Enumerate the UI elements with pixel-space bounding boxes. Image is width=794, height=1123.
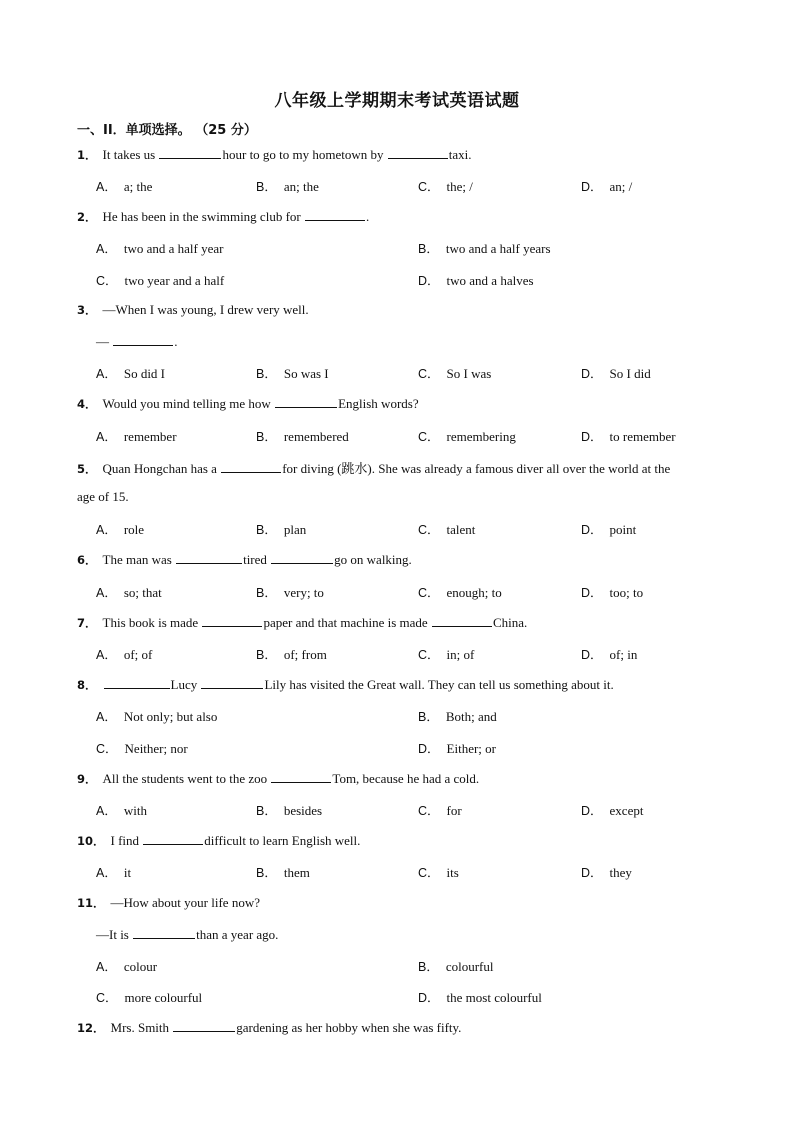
question-text: It takes us [102,147,159,162]
option-a[interactable]: A． two and a half year [96,241,224,256]
section-heading: 一、II．单项选择。 （25 分） [77,123,257,138]
question-10 [77,832,360,849]
question-7 [77,614,527,631]
option-d[interactable]: D． of; in [581,647,638,662]
question-5-continued: age of 15. [77,489,129,504]
question-text: China. [492,615,528,630]
question-text: difficult to learn English well. [204,833,361,848]
option-d[interactable]: D． So I did [581,366,651,381]
question-11 [77,895,260,911]
question-number: 2． [77,210,97,224]
question-6 [77,551,412,568]
option-c[interactable]: C． for [418,803,462,818]
option-a[interactable]: A． a; the [96,179,153,194]
question-number: 9． [77,772,97,786]
answer-blank [133,926,195,939]
option-b[interactable]: B． an; the [256,179,319,194]
option-a[interactable]: A． Not only; but also [96,709,218,724]
question-number: 12． [77,1021,105,1035]
option-d[interactable]: D． too; to [581,585,644,600]
answer-blank [305,208,365,221]
question-1 [77,146,472,163]
question-text: for diving (跳水). She was already a famous diver all over the world at the [282,461,671,476]
question-number: 5． [77,462,97,476]
question-text: go on walking. [334,552,412,567]
answer-blank [201,676,263,689]
option-a[interactable]: A． role [96,522,145,537]
option-b[interactable]: B． of; from [256,647,327,662]
question-11-response [96,926,278,943]
question-text: than a year ago. [196,927,279,942]
option-d[interactable]: D． two and a halves [418,273,534,288]
option-c[interactable]: C． remembering [418,429,516,444]
question-3-response [96,333,178,350]
question-text: Tom, because he had a cold. [332,771,480,786]
option-c[interactable]: C． Neither; nor [96,741,188,756]
option-d[interactable]: D． except [581,803,644,818]
question-text: tired [243,552,271,567]
question-number: 3． [77,303,97,317]
option-d[interactable]: D． point [581,522,637,537]
option-b[interactable]: B． plan [256,522,307,537]
question-text: This book is made [102,615,202,630]
option-d[interactable]: D． the most colourful [418,990,542,1005]
question-text: —How about your life now? [110,895,260,910]
option-a[interactable]: A． it [96,865,132,880]
question-number: 6． [77,553,97,567]
answer-blank [202,614,262,627]
option-a[interactable]: A． of; of [96,647,153,662]
option-b[interactable]: B． Both; and [418,709,497,724]
question-text: . [365,209,370,224]
option-a[interactable]: A． remember [96,429,177,444]
question-number: 7． [77,616,97,630]
question-3 [77,302,309,318]
option-c[interactable]: C． enough; to [418,585,502,600]
question-text: —When I was young, I drew very well. [102,302,309,317]
question-text: paper and that machine is made [263,615,431,630]
question-number: 4． [77,397,97,411]
option-c[interactable]: C． talent [418,522,476,537]
question-text: I find [110,833,143,848]
option-c[interactable]: C． its [418,865,459,880]
question-number: 11． [77,896,105,910]
option-d[interactable]: D． Either; or [418,741,496,756]
question-5 [77,458,670,477]
answer-blank [432,614,492,627]
question-text: gardening as her hobby when she was fifty. [236,1020,462,1035]
option-a[interactable]: A． so; that [96,585,162,600]
answer-blank [221,460,281,473]
question-text: Lily has visited the Great wall. They can tell us something about it. [264,677,614,692]
answer-blank [275,395,337,408]
answer-blank [271,551,333,564]
option-a[interactable]: A． So did I [96,366,166,381]
question-text: taxi. [448,147,472,162]
question-text: The man was [102,552,176,567]
question-text: Lucy [170,677,201,692]
question-number: 10． [77,834,105,848]
question-2 [77,208,369,225]
option-b[interactable]: B． colourful [418,959,494,974]
answer-blank [173,1019,235,1032]
option-c[interactable]: C． in; of [418,647,475,662]
option-c[interactable]: C． more colourful [96,990,203,1005]
question-text: All the students went to the zoo [102,771,271,786]
option-d[interactable]: D． an; / [581,179,633,194]
question-text: hour to go to my hometown by [222,147,387,162]
question-4 [77,395,419,412]
option-b[interactable]: B． very; to [256,585,324,600]
question-text: He has been in the swimming club for [102,209,304,224]
question-text: Mrs. Smith [110,1020,173,1035]
answer-blank [271,770,331,783]
question-8 [77,676,614,693]
answer-blank [113,333,173,346]
question-number: 8． [77,678,97,692]
question-text: Quan Hongchan has a [102,461,221,476]
option-c[interactable]: C． the; / [418,179,473,194]
option-a[interactable]: A． colour [96,959,158,974]
option-d[interactable]: D． they [581,865,632,880]
answer-blank [388,146,448,159]
question-9 [77,770,479,787]
question-text: English words? [338,396,419,411]
answer-blank [143,832,203,845]
question-text: Would you mind telling me how [102,396,275,411]
question-12 [77,1019,461,1036]
page-title: 八年级上学期期末考试英语试题 [274,91,520,111]
option-b[interactable]: B． two and a half years [418,241,551,256]
option-c[interactable]: C． two year and a half [96,273,225,288]
question-text: —It is [96,927,133,942]
option-b[interactable]: B． besides [256,803,323,818]
question-number: 1． [77,148,97,162]
option-b[interactable]: B． remembered [256,429,349,444]
answer-blank [104,676,170,689]
option-b[interactable]: B． them [256,865,310,880]
answer-blank [176,551,242,564]
option-b[interactable]: B． So was I [256,366,329,381]
answer-blank [159,146,221,159]
option-a[interactable]: A． with [96,803,147,818]
question-text: — [96,334,113,349]
option-c[interactable]: C． So I was [418,366,492,381]
question-text: . [174,334,178,349]
option-d[interactable]: D． to remember [581,429,676,444]
